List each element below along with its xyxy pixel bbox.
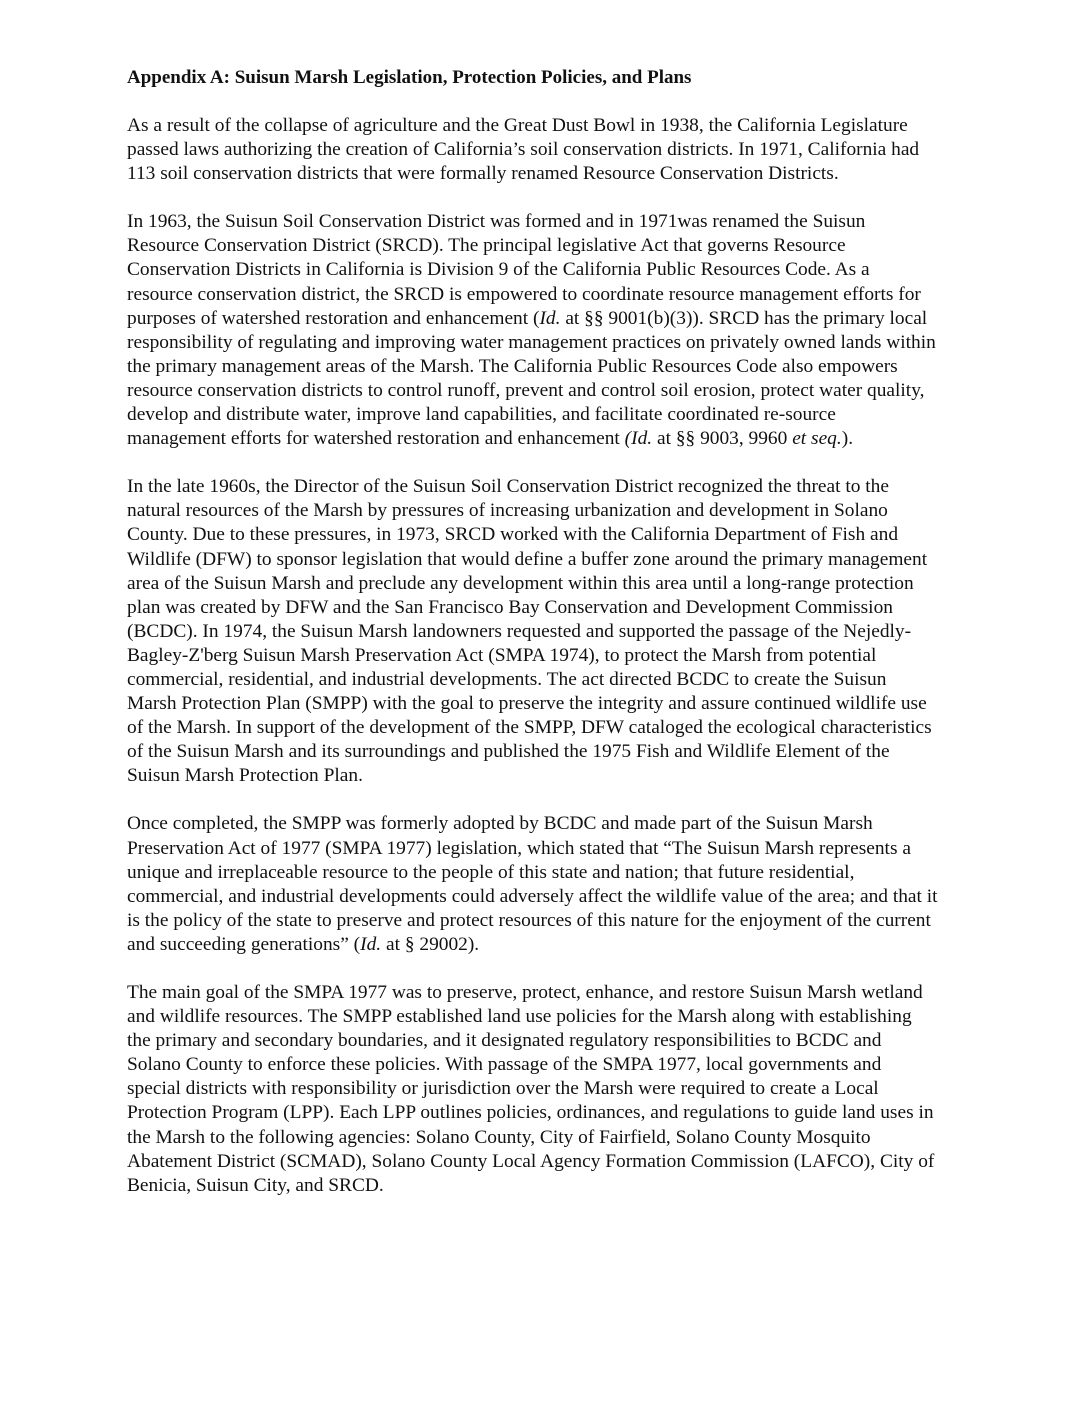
paragraph-text: at § 29002). xyxy=(381,933,480,955)
italic-citation: Id. xyxy=(360,933,382,955)
paragraph xyxy=(127,210,939,451)
paragraph-text: at §§ 9003, 9960 xyxy=(652,428,793,450)
paragraph-text: at §§ 9001(b)(3)). SRCD has the primary local responsibility of regulating and improving water management practices on privately owned lands within the primary management areas of the Marsh. The California Public Resources Code also empowers resource conservation districts to control runoff, prevent and control soil erosion, protect water quality, develop and distribute water, improve land capabilities, and facilitate coordinated re-source management efforts for watershed restoration and enhancement xyxy=(127,307,936,450)
italic-citation: Id. xyxy=(539,307,561,329)
paragraph xyxy=(127,981,939,1198)
italic-citation: et seq. xyxy=(792,428,842,450)
paragraph-text: The main goal of the SMPA 1977 was to preserve, protect, enhance, and restore Suisun Marsh wetland and wildlife resources. The SMPP established land use policies for the Marsh along with establishing the primary and secondary boundaries, and it designated regulatory responsibilities to BCDC and Solano County to enforce these policies. With passage of the SMPA 1977, local governments and special districts with responsibility or jurisdiction over the Marsh were required to create a Local Protection Program (LPP). Each LPP outlines policies, ordinances, and regulations to guide land uses in the Marsh to the following agencies: Solano County, City of Fairfield, Solano County Mosquito Abatement District (SCMAD), Solano County Local Agency Formation Commission (LAFCO), City of Benicia, Suisun City, and SRCD. xyxy=(127,982,935,1196)
page-title: Appendix A: Suisun Marsh Legislation, Protection Policies, and Plans xyxy=(127,67,692,88)
paragraph xyxy=(127,812,939,957)
italic-citation: (Id. xyxy=(624,428,653,450)
paragraph-text: In the late 1960s, the Director of the Suisun Soil Conservation District recognized the threat to the natural resources of the Marsh by pressures of increasing urbanization and development in Solano County. Due to these pressures, in 1973, SRCD worked with the California Department of Fish and Wildlife (DFW) to sponsor legislation that would define a buffer zone around the primary management area of the Suisun Marsh and preclude any development within this area until a long-range protection plan was created by DFW and the San Francisco Bay Conservation and Development Commission (BCDC). In 1974, the Suisun Marsh landowners requested and supported the passage of the Nejedly-Bagley-Z'berg Suisun Marsh Preservation Act (SMPA 1974), to protect the Marsh from potential commercial, residential, and industrial developments. The act directed BCDC to create the Suisun Marsh Protection Plan (SMPP) with the goal to preserve the integrity and assure continued wildlife use of the Marsh. In support of the development of the SMPP, DFW cataloged the ecological characteristics of the Suisun Marsh and its surroundings and published the 1975 Fish and Wildlife Element of the Suisun Marsh Protection Plan. xyxy=(127,476,932,787)
paragraph-text: In 1963, the Suisun Soil Conservation District was formed and in 1971was renamed the Suisun Resource Conservation District (SRCD). The principal legislative Act that governs Resource Conservation Districts in California is Division 9 of the California Public Resources Code. As a resource conservation district, the SRCD is empowered to coordinate resource management efforts for purposes of watershed restoration and enhancement ( xyxy=(127,211,921,329)
paragraph-text: Once completed, the SMPP was formerly adopted by BCDC and made part of the Suisun Marsh Preservation Act of 1977 (SMPA 1977) legislation, which stated that “The Suisun Marsh represents a unique and irreplaceable resource to the people of this state and nation; that future residential, commercial, and industrial developments could adversely affect the wildlife value of the area; and that it is the policy of the state to preserve and protect resources of this nature for the enjoyment of the current and succeeding generations” ( xyxy=(127,813,938,955)
document-page xyxy=(127,66,939,1222)
paragraph-text: As a result of the collapse of agriculture and the Great Dust Bowl in 1938, the California Legislature passed laws authorizing the creation of California’s soil conservation districts. In 1971, California had 113 soil conservation districts that were formally renamed Resource Conservation Districts. xyxy=(127,115,920,185)
paragraph xyxy=(127,475,939,788)
paragraph-text: ). xyxy=(841,428,854,450)
paragraph xyxy=(127,114,939,186)
document-body xyxy=(127,114,939,1198)
